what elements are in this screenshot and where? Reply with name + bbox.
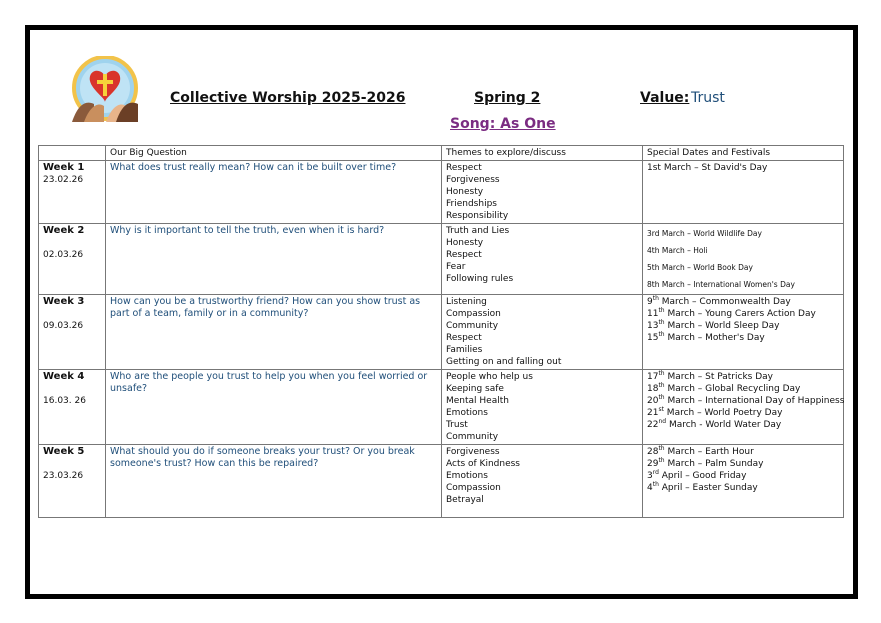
themes-list xyxy=(446,446,638,506)
special-date-text: March – St Patricks Day xyxy=(664,372,773,382)
themes-cell xyxy=(442,370,643,445)
week-date: 02.03.26 xyxy=(43,250,84,260)
special-date-text: March – Holi xyxy=(659,246,708,255)
week-label: Week 2 xyxy=(43,225,85,236)
special-date-suffix: th xyxy=(652,481,659,488)
special-date-day: 4th xyxy=(647,246,660,255)
special-dates-list xyxy=(647,162,839,174)
week-label: Week 4 xyxy=(43,371,85,382)
special-date-item xyxy=(647,308,839,320)
special-dates-list xyxy=(647,446,839,494)
special-date-text: April – Easter Sunday xyxy=(658,483,758,493)
special-dates-cell xyxy=(643,370,844,445)
week-cell xyxy=(39,370,106,445)
special-date-suffix: st xyxy=(658,406,664,413)
special-dates-list xyxy=(647,296,839,344)
theme-item: Honesty xyxy=(446,238,484,248)
special-date-day: 18 xyxy=(647,384,659,394)
themes-list xyxy=(446,225,638,285)
term-label: Spring 2 xyxy=(474,90,541,106)
theme-item: Mental Health xyxy=(446,396,509,406)
big-question: Why is it important to tell the truth, even when it is hard? xyxy=(106,224,442,295)
special-date-suffix: th xyxy=(658,319,665,326)
special-date-text: March – World Poetry Day xyxy=(663,408,783,418)
special-date-suffix: th xyxy=(658,370,665,377)
theme-item: Compassion xyxy=(446,483,501,493)
themes-cell xyxy=(442,445,643,518)
special-date-suffix: rd xyxy=(652,469,659,476)
special-date-day: 22 xyxy=(647,420,659,430)
week-cell xyxy=(39,224,106,295)
song-title: Song: As One xyxy=(450,116,556,132)
special-date-item xyxy=(647,225,839,242)
header-week xyxy=(39,146,106,161)
theme-item: Friendships xyxy=(446,199,497,209)
theme-item: Listening xyxy=(446,297,487,307)
special-date-text: March – Young Carers Action Day xyxy=(664,309,816,319)
themes-list xyxy=(446,371,638,443)
special-date-text: March – World Book Day xyxy=(659,263,753,272)
special-date-text: March – Mother's Day xyxy=(664,333,765,343)
theme-item: Community xyxy=(446,321,499,331)
special-date-day: 3rd xyxy=(647,229,660,238)
theme-item: Fear xyxy=(446,262,466,272)
special-date-text: March – Global Recycling Day xyxy=(664,384,801,394)
theme-item: Trust xyxy=(446,420,468,430)
table-header-row xyxy=(39,146,844,161)
week-date: 16.03. 26 xyxy=(43,396,86,406)
themes-list xyxy=(446,296,638,368)
theme-item: Forgiveness xyxy=(446,447,500,457)
week-label: Week 1 xyxy=(43,162,85,173)
special-date-text: March - World Water Day xyxy=(666,420,782,430)
theme-item: Compassion xyxy=(446,309,501,319)
special-date-item xyxy=(647,446,839,458)
special-date-text: April – Good Friday xyxy=(658,471,747,481)
special-date-item xyxy=(647,242,839,259)
week-label: Week 3 xyxy=(43,296,85,307)
special-date-text: March – World Wildlife Day xyxy=(659,229,762,238)
theme-item: Getting on and falling out xyxy=(446,357,562,367)
table-row xyxy=(39,224,844,295)
week-date: 23.03.26 xyxy=(43,471,84,481)
special-date-day: 3 xyxy=(647,471,653,481)
special-dates-cell xyxy=(643,445,844,518)
themes-cell xyxy=(442,224,643,295)
special-date-item xyxy=(647,320,839,332)
theme-item: Community xyxy=(446,432,499,442)
theme-item: Following rules xyxy=(446,274,514,284)
special-date-suffix: th xyxy=(652,295,659,302)
theme-item: People who help us xyxy=(446,372,533,382)
week-cell xyxy=(39,445,106,518)
special-date-day: 28 xyxy=(647,447,659,457)
theme-item: Truth and Lies xyxy=(446,226,510,236)
theme-item: Honesty xyxy=(446,187,484,197)
special-dates-list xyxy=(647,225,839,293)
theme-item: Emotions xyxy=(446,408,488,418)
theme-item: Emotions xyxy=(446,471,488,481)
special-date-item xyxy=(647,332,839,344)
special-date-suffix: th xyxy=(658,457,665,464)
special-date-day: 8th xyxy=(647,280,660,289)
table-row xyxy=(39,445,844,518)
header-big-question: Our Big Question xyxy=(106,146,442,161)
theme-item: Families xyxy=(446,345,483,355)
special-date-day: 20 xyxy=(647,396,659,406)
special-date-item xyxy=(647,394,845,407)
special-date-item xyxy=(647,162,839,174)
special-date-suffix: th xyxy=(658,394,665,401)
special-date-day: 13 xyxy=(647,321,659,331)
worship-plan-table xyxy=(38,145,844,518)
special-date-day: 21 xyxy=(647,408,659,418)
special-date-item xyxy=(647,470,839,482)
special-date-day: 4 xyxy=(647,483,653,493)
week-date: 09.03.26 xyxy=(43,321,84,331)
special-date-item xyxy=(647,458,839,470)
special-date-text: March – Palm Sunday xyxy=(664,459,764,469)
themes-cell xyxy=(442,295,643,370)
week-date: 23.02.26 xyxy=(43,175,84,185)
special-date-item xyxy=(647,383,839,395)
week-label: Week 5 xyxy=(43,446,85,457)
page-title: Collective Worship 2025-2026 xyxy=(170,90,406,106)
special-date-day: 17 xyxy=(647,372,659,382)
themes-list xyxy=(446,162,638,222)
special-date-day: 9 xyxy=(647,297,653,307)
special-date-suffix: th xyxy=(658,331,665,338)
special-date-suffix: th xyxy=(658,445,665,452)
theme-item: Respect xyxy=(446,333,482,343)
big-question: What should you do if someone breaks your trust? Or you break someone's trust? How can this be repaired? xyxy=(106,445,442,518)
special-date-item xyxy=(647,259,839,276)
special-dates-cell xyxy=(643,295,844,370)
theme-item: Acts of Kindness xyxy=(446,459,520,469)
special-dates-cell xyxy=(643,161,844,224)
table-row xyxy=(39,295,844,370)
week-cell xyxy=(39,295,106,370)
special-date-text: March – World Sleep Day xyxy=(664,321,780,331)
special-date-suffix: nd xyxy=(658,418,667,425)
theme-item: Responsibility xyxy=(446,211,509,221)
special-date-text: March – International Women's Day xyxy=(659,280,795,289)
special-date-item xyxy=(647,482,839,494)
header-special-dates: Special Dates and Festivals xyxy=(643,146,844,161)
special-date-item xyxy=(647,371,839,383)
week-cell xyxy=(39,161,106,224)
special-date-item xyxy=(647,296,839,308)
special-date-suffix: th xyxy=(658,307,665,314)
theme-item: Respect xyxy=(446,250,482,260)
big-question: Who are the people you trust to help you when you feel worried or unsafe? xyxy=(106,370,442,445)
special-date-day: 11 xyxy=(647,309,659,319)
special-date-day: 1st xyxy=(647,163,661,173)
special-date-text: March – St David's Day xyxy=(660,163,768,173)
special-dates-cell xyxy=(643,224,844,295)
theme-item: Betrayal xyxy=(446,495,484,505)
header-themes: Themes to explore/discuss xyxy=(442,146,643,161)
value-label: Value: xyxy=(640,90,690,106)
special-date-day: 5th xyxy=(647,263,660,272)
table-row xyxy=(39,161,844,224)
special-date-item xyxy=(647,419,839,431)
special-date-day: 29 xyxy=(647,459,659,469)
value-text: Trust xyxy=(691,90,725,106)
special-date-text: March – International Day of Happiness xyxy=(664,396,845,406)
theme-item: Keeping safe xyxy=(446,384,504,394)
special-date-text: March – Earth Hour xyxy=(664,447,754,457)
special-date-item xyxy=(647,276,839,293)
special-date-day: 15 xyxy=(647,333,659,343)
big-question: How can you be a trustworthy friend? How can you show trust as part of a team, family or in a community? xyxy=(106,295,442,370)
special-date-item xyxy=(647,407,839,419)
theme-item: Forgiveness xyxy=(446,175,500,185)
theme-item: Respect xyxy=(446,163,482,173)
table-row xyxy=(39,370,844,445)
special-date-suffix: th xyxy=(658,382,665,389)
big-question: What does trust really mean? How can it be built over time? xyxy=(106,161,442,224)
special-dates-list xyxy=(647,370,845,431)
themes-cell xyxy=(442,161,643,224)
special-date-text: March – Commonwealth Day xyxy=(658,297,791,307)
school-logo-icon xyxy=(64,56,146,126)
